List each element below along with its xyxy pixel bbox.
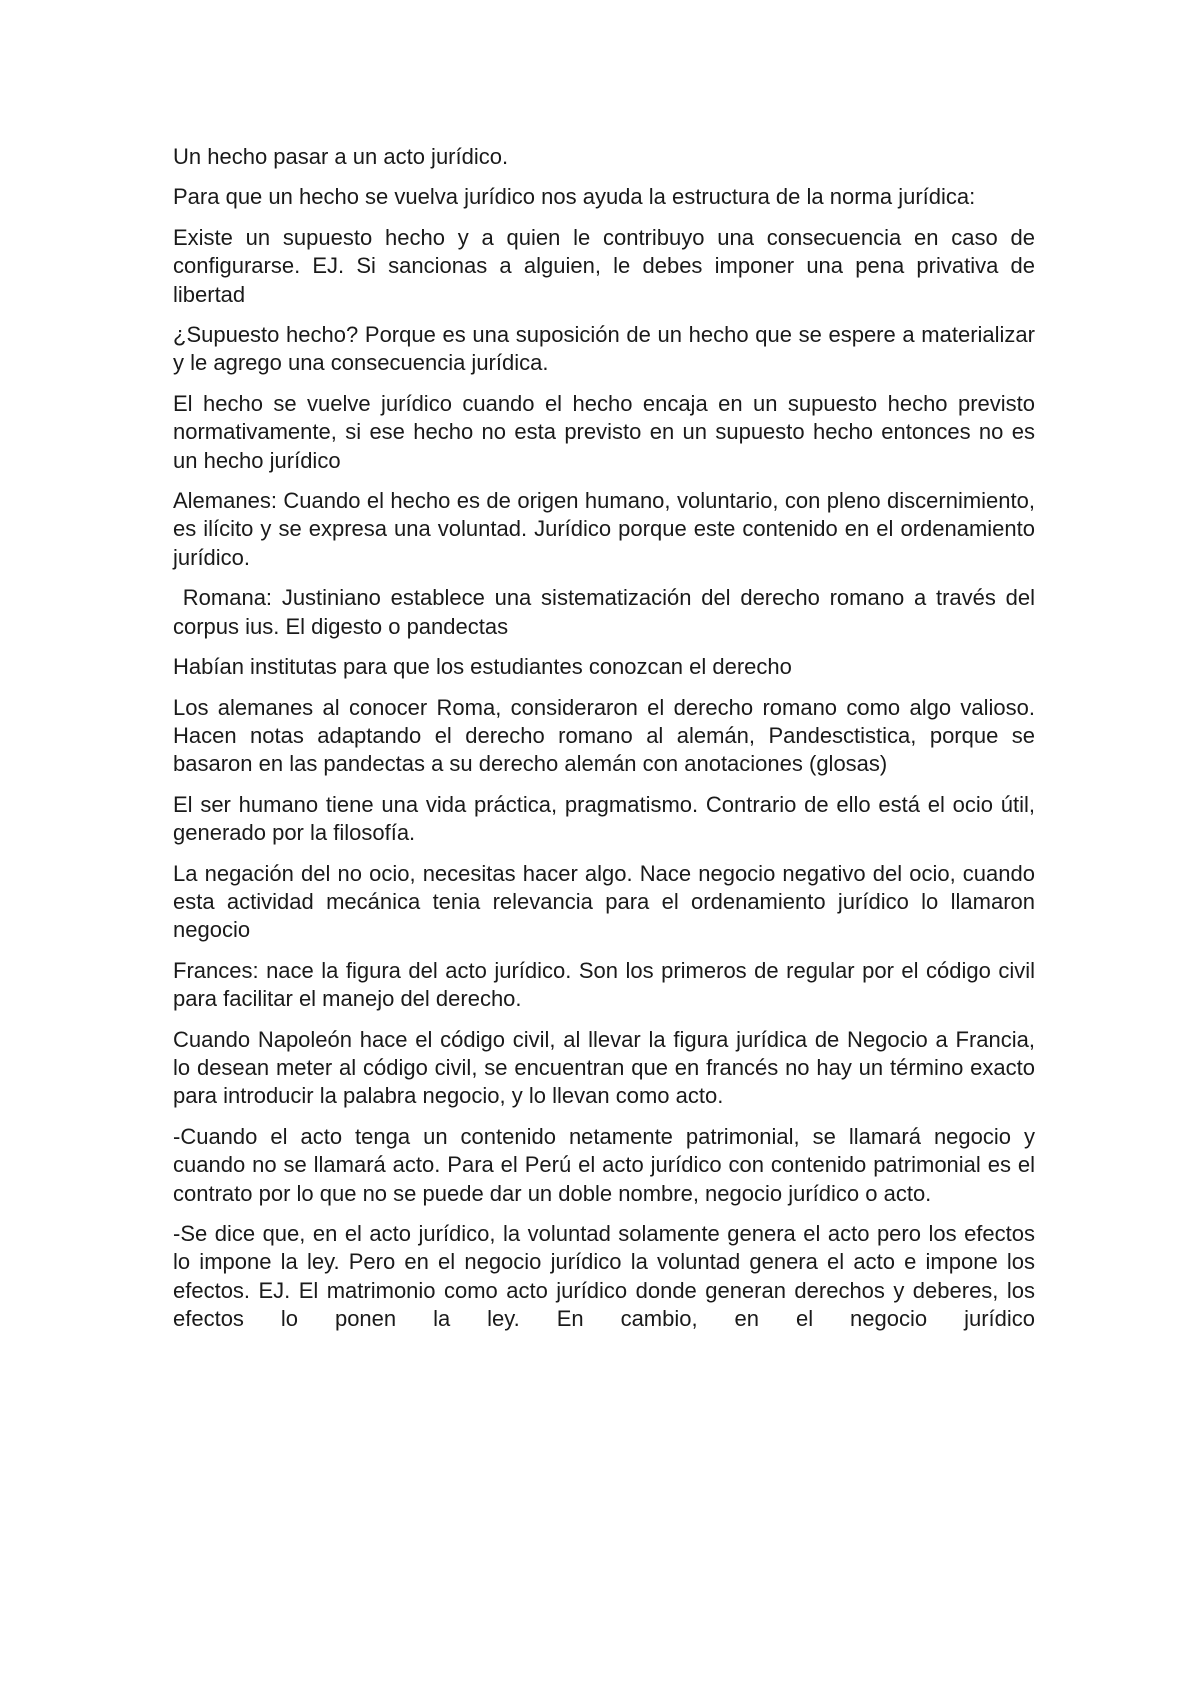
paragraph-12: Frances: nace la figura del acto jurídico. Son los primeros de regular por el código civil para facilitar el manejo del derecho.	[173, 957, 1035, 1012]
paragraph-1: Un hecho pasar a un acto jurídico.	[173, 144, 509, 169]
paragraph-10: El ser humano tiene una vida práctica, pragmatismo. Contrario de ello está el ocio útil, generado por la filosofía.	[173, 791, 1035, 846]
paragraph-3: Existe un supuesto hecho y a quien le contribuyo una consecuencia en caso de configurarse. EJ. Si sancionas a alguien, le debes imponer una pena privativa de libertad	[173, 224, 1035, 307]
paragraph-6: Alemanes: Cuando el hecho es de origen humano, voluntario, con pleno discernimiento, es ilícito y se expresa una voluntad. Jurídico porque este contenido en el ordenamiento jurídico.	[173, 488, 1035, 570]
paragraph-9: Los alemanes al conocer Roma, consideraron el derecho romano como algo valioso. Hacen notas adaptando el derecho romano al alemán, Pandesctistica, porque se basaron en las pandectas a su derecho alemán con anotaciones (glosas)	[173, 694, 1035, 777]
paragraph-13: Cuando Napoleón hace el código civil, al llevar la figura jurídica de Negocio a Francia, lo desean meter al código civil, se encuentran que en francés no hay un término exacto para introducir la palabra negocio, y lo llevan como acto.	[173, 1026, 1035, 1109]
paragraph-2: Para que un hecho se vuelva jurídico nos ayuda la estructura de la norma jurídica:	[173, 184, 976, 210]
paragraph-14: -Cuando el acto tenga un contenido netamente patrimonial, se llamará negocio y cuando no se llamará acto. Para el Perú el acto jurídico con contenido patrimonial es el contrato por lo que no se puede dar un doble nombre, negocio jurídico o acto.	[173, 1123, 1035, 1206]
paragraph-15: -Se dice que, en el acto jurídico, la voluntad solamente genera el acto pero los efectos lo impone la ley. Pero en el negocio jurídico la voluntad genera el acto e impone los efectos. EJ. El matrimonio como acto jurídico donde generan derechos y deberes, los efectos lo ponen la ley. En cambio, en el negocio jurídico	[173, 1221, 1035, 1332]
paragraph-4: ¿Supuesto hecho? Porque es una suposición de un hecho que se espere a materializar y le agrego una consecuencia jurídica.	[173, 322, 1035, 376]
paragraph-11: La negación del no ocio, necesitas hacer algo. Nace negocio negativo del ocio, cuando esta actividad mecánica tenia relevancia para el ordenamiento jurídico lo llamaron negocio	[173, 860, 1035, 943]
document-body	[173, 143, 1042, 1346]
paragraph-7: Romana: Justiniano establece una sistematización del derecho romano a través del corpus ius. El digesto o pandectas	[173, 585, 1042, 639]
paragraph-5: El hecho se vuelve jurídico cuando el hecho encaja en un supuesto hecho previsto normativamente, si ese hecho no esta previsto en un supuesto hecho entonces no es un hecho jurídico	[173, 390, 1035, 473]
paragraph-8: Habían institutas para que los estudiantes conozcan el derecho	[173, 654, 792, 680]
